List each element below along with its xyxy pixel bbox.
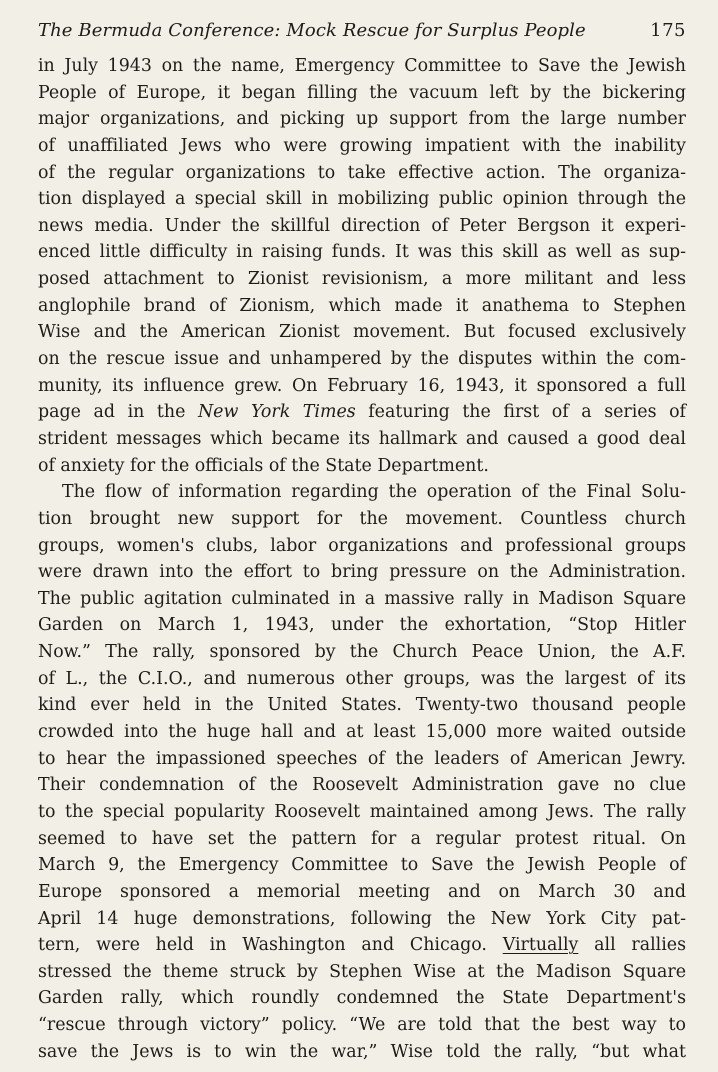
text-line: Garden rally, which roundly condemned the State Department's [38, 988, 686, 1009]
text-line: People of Europe, it began filling the vacuum left by the bickering [38, 82, 686, 103]
underlined-word: Virtually [502, 935, 579, 956]
text-line: tion brought new support for the movement. Countless church [38, 508, 686, 529]
text-line: in July 1943 on the name, Emergency Committee to Save the Jewish [38, 56, 686, 76]
text-line: of unaffiliated Jews who were growing impatient with the inability [38, 135, 686, 156]
text-line: April 14 huge demonstrations, following the New York City pat- [38, 908, 686, 929]
text-fragment: all rallies [578, 935, 686, 956]
text-line: groups, women's clubs, labor organizations and professional groups [38, 535, 686, 556]
text-line: Their condemnation of the Roosevelt Administration gave no clue [38, 775, 686, 796]
text-line: seemed to have set the pattern for a regular protest ritual. On [38, 828, 686, 849]
text-line: munity, its influence grew. On February 16, 1943, it sponsored a full [38, 375, 686, 396]
text-line: of anxiety for the officials of the State Department. [38, 455, 489, 476]
text-line: on the rescue issue and unhampered by the disputes within the com- [38, 349, 686, 370]
text-line: tion displayed a special skill in mobilizing public opinion through the [38, 189, 686, 210]
text-line: Europe sponsored a memorial meeting and on March 30 and [38, 881, 686, 902]
text-line: were drawn into the effort to bring pressure on the Administration. [38, 562, 686, 583]
paragraph-first-line: The flow of information regarding the operation of the Final Solu- [62, 482, 686, 503]
text-line: news media. Under the skillful direction of Peter Bergson it experi- [38, 215, 686, 236]
text-line: anglophile brand of Zionism, which made it anathema to Stephen [38, 295, 686, 316]
text-line: of the regular organizations to take effective action. The organiza- [38, 162, 686, 183]
text-line: Garden on March 1, 1943, under the exhortation, “Stop Hitler [38, 615, 686, 636]
body-text [38, 53, 686, 1065]
book-page [38, 16, 686, 1066]
text-line: to hear the impassioned speeches of the leaders of American Jewry. [38, 748, 686, 769]
text-line: of L., the C.I.O., and numerous other groups, was the largest of its [38, 668, 686, 689]
text-line [38, 399, 686, 426]
text-fragment: featuring the first of a series of [355, 402, 686, 423]
text-line: enced little difficulty in raising funds. It was this skill as well as sup- [38, 242, 686, 263]
text-line: kind ever held in the United States. Twenty-two thousand people [38, 695, 686, 716]
text-fragment: page ad in the [38, 402, 198, 423]
text-line: posed attachment to Zionist revisionism, a more militant and less [38, 269, 686, 290]
text-line: The public agitation culminated in a massive rally in Madison Square [38, 588, 686, 609]
text-line: major organizations, and picking up support from the large number [38, 109, 686, 130]
text-line: Wise and the American Zionist movement. But focused exclusively [38, 322, 686, 343]
newspaper-title: New York Times [197, 402, 356, 423]
text-line: to the special popularity Roosevelt maintained among Jews. The rally [38, 801, 686, 822]
text-fragment: tern, were held in Washington and Chicago. [38, 935, 503, 956]
chapter-title: The Bermuda Conference: Mock Rescue for Surplus People [38, 20, 586, 41]
running-head [38, 16, 686, 46]
text-line: stressed the theme struck by Stephen Wise at the Madison Square [38, 961, 686, 982]
text-line: March 9, the Emergency Committee to Save the Jewish People of [38, 855, 686, 876]
text-line: Now.” The rally, sponsored by the Church Peace Union, the A.F. [38, 642, 686, 663]
text-line: “rescue through victory” policy. “We are told that the best way to [38, 1015, 686, 1036]
text-line [38, 932, 686, 959]
text-line: save the Jews is to win the war,” Wise told the rally, “but what [38, 1041, 686, 1062]
text-line: strident messages which became its hallmark and caused a good deal [38, 428, 686, 449]
text-line: crowded into the huge hall and at least 15,000 more waited outside [38, 722, 686, 743]
page-number: 175 [650, 20, 686, 41]
